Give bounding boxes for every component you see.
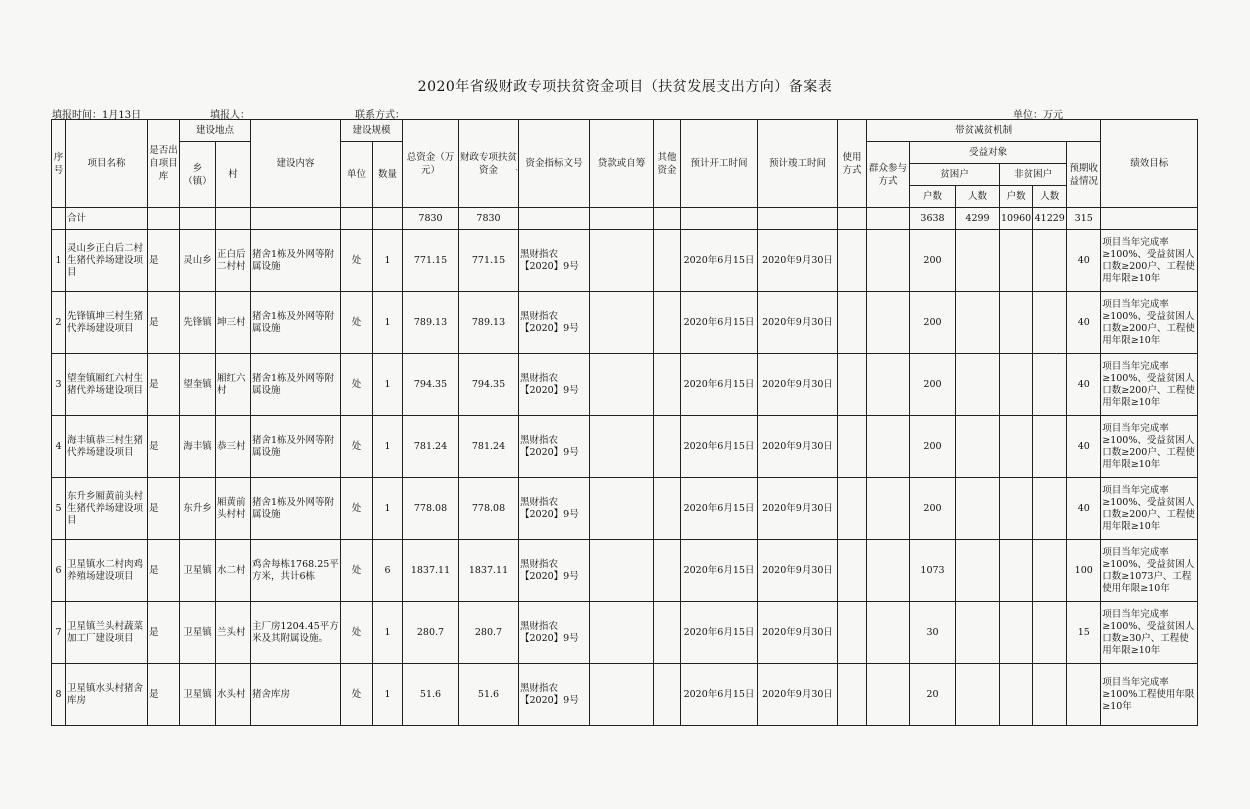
village: 厢黄前头村村 (216, 478, 251, 540)
header-mass: 群众参与方式 (867, 142, 910, 208)
header-fiscal: 财政专项扶贫资金 (459, 120, 519, 208)
seq-cell: 3 (52, 354, 66, 416)
usage (838, 230, 867, 292)
qty: 1 (373, 354, 403, 416)
project-name: 卫星镇水头村猪舍库房 (66, 664, 148, 726)
doc-no: 黑财指农【2020】9号 (519, 602, 590, 664)
performance-goal: 项目当年完成率≥100%、受益贫困人口数≥200户、工程使用年限≥10年 (1101, 416, 1198, 478)
performance-goal: 项目当年完成率≥100%工程使用年限≥10年 (1101, 664, 1198, 726)
in-lib: 是 (148, 416, 180, 478)
loan (590, 540, 654, 602)
township: 卫星镇 (180, 602, 216, 664)
start-date: 2020年6月15日 (681, 540, 758, 602)
doc-no: 黑财指农【2020】9号 (519, 230, 590, 292)
fiscal-amount: 781.24 (459, 416, 519, 478)
village: 正白后二村村 (216, 230, 251, 292)
seq-cell: 1 (52, 230, 66, 292)
unit: 处 (341, 292, 373, 354)
mass-participation (867, 416, 910, 478)
mass-participation (867, 292, 910, 354)
mass-participation (867, 664, 910, 726)
content: 猪舍1栋及外网等附属设施 (251, 354, 341, 416)
mass-participation (867, 602, 910, 664)
in-lib: 是 (148, 602, 180, 664)
loan (590, 354, 654, 416)
qty: 1 (373, 416, 403, 478)
start-date: 2020年6月15日 (681, 416, 758, 478)
end-date: 2020年9月30日 (758, 602, 838, 664)
table-row (52, 230, 1198, 292)
township: 东升乡 (180, 478, 216, 540)
header-township: 乡（镇） (180, 142, 216, 208)
qty: 1 (373, 292, 403, 354)
township: 灵山乡 (180, 230, 216, 292)
poor-people (956, 230, 1000, 292)
fiscal-amount: 771.15 (459, 230, 519, 292)
start-date: 2020年6月15日 (681, 230, 758, 292)
header-qty: 数量 (373, 142, 403, 208)
usage (838, 354, 867, 416)
village: 坤三村 (216, 292, 251, 354)
start-date: 2020年6月15日 (681, 602, 758, 664)
mass-participation (867, 478, 910, 540)
nonpoor-households (1000, 416, 1033, 478)
end-date: 2020年9月30日 (758, 354, 838, 416)
header-total: 总资金（万元） (403, 120, 459, 208)
performance-goal: 项目当年完成率≥100%、受益贫困人口数≥1073户、工程使用年限≥10年 (1101, 540, 1198, 602)
total-amount: 1837.11 (403, 540, 459, 602)
scan-mark: ˎ (1055, 344, 1059, 355)
header-usage: 使用方式 (838, 120, 867, 208)
nonpoor-households (1000, 664, 1033, 726)
other-funds (654, 416, 681, 478)
header-beneficiaries: 受益对象 (910, 142, 1067, 164)
qty: 1 (373, 664, 403, 726)
nonpoor-people (1033, 478, 1067, 540)
in-lib: 是 (148, 354, 180, 416)
total-amount: 794.35 (403, 354, 459, 416)
poor-households: 30 (910, 602, 956, 664)
header-scale: 建设规模 (341, 120, 403, 142)
total-amount: 771.15 (403, 230, 459, 292)
fiscal-amount: 778.08 (459, 478, 519, 540)
other-funds (654, 230, 681, 292)
nonpoor-people (1033, 540, 1067, 602)
content: 猪舍1栋及外网等附属设施 (251, 416, 341, 478)
expected-income: 100 (1067, 540, 1101, 602)
qty: 1 (373, 478, 403, 540)
header-nonpoor-people: 人数 (1033, 186, 1067, 208)
poor-people (956, 354, 1000, 416)
table-row (52, 540, 1198, 602)
total-poor-households: 3638 (910, 208, 956, 230)
usage (838, 292, 867, 354)
doc-no: 黑财指农【2020】9号 (519, 416, 590, 478)
township: 先锋镇 (180, 292, 216, 354)
poor-households: 200 (910, 292, 956, 354)
header-poor: 贫困户 (910, 164, 1000, 186)
total-amount: 7830 (403, 208, 459, 230)
end-date: 2020年9月30日 (758, 292, 838, 354)
in-lib: 是 (148, 292, 180, 354)
poor-households: 200 (910, 230, 956, 292)
end-date: 2020年9月30日 (758, 230, 838, 292)
seq-cell: 8 (52, 664, 66, 726)
village: 兰头村 (216, 602, 251, 664)
fiscal-amount: 794.35 (459, 354, 519, 416)
start-date: 2020年6月15日 (681, 478, 758, 540)
unit: 处 (341, 540, 373, 602)
nonpoor-households (1000, 230, 1033, 292)
township: 望奎镇 (180, 354, 216, 416)
total-amount: 51.6 (403, 664, 459, 726)
total-fiscal: 7830 (459, 208, 519, 230)
project-name: 东升乡厢黄前头村生猪代养场建设项目 (66, 478, 148, 540)
end-date: 2020年9月30日 (758, 478, 838, 540)
village: 恭三村 (216, 416, 251, 478)
performance-goal: 项目当年完成率≥100%、受益贫困人口数≥200户、工程使用年限≥10年 (1101, 230, 1198, 292)
poor-people (956, 478, 1000, 540)
total-expected: 315 (1067, 208, 1101, 230)
start-date: 2020年6月15日 (681, 664, 758, 726)
performance-goal: 项目当年完成率≥100%、受益贫困人口数≥30户、工程使用年限≥10年 (1101, 602, 1198, 664)
doc-no: 黑财指农【2020】9号 (519, 540, 590, 602)
end-date: 2020年9月30日 (758, 664, 838, 726)
performance-goal: 项目当年完成率≥100%、受益贫困人口数≥200户、工程使用年限≥10年 (1101, 354, 1198, 416)
unit-value: 万元 (1043, 110, 1063, 121)
header-poor-people: 人数 (956, 186, 1000, 208)
total-amount: 789.13 (403, 292, 459, 354)
loan (590, 602, 654, 664)
total-nonpoor-households: 10960 (1000, 208, 1033, 230)
content: 猪舍1栋及外网等附属设施 (251, 292, 341, 354)
header-start: 预计开工时间 (681, 120, 758, 208)
expected-income: 40 (1067, 230, 1101, 292)
fiscal-amount: 280.7 (459, 602, 519, 664)
expected-income (1067, 664, 1101, 726)
nonpoor-people (1033, 230, 1067, 292)
end-date: 2020年9月30日 (758, 416, 838, 478)
header-village: 村 (216, 142, 251, 208)
village: 厢红六村 (216, 354, 251, 416)
poor-people (956, 416, 1000, 478)
poor-people (956, 664, 1000, 726)
usage (838, 478, 867, 540)
poor-households: 20 (910, 664, 956, 726)
poor-households: 200 (910, 416, 956, 478)
expected-income: 40 (1067, 354, 1101, 416)
header-loan: 贷款或自筹 (590, 120, 654, 208)
content: 主厂房1204.45平方米及其附属设施。 (251, 602, 341, 664)
total-nonpoor-people: 41229 (1033, 208, 1067, 230)
start-date: 2020年6月15日 (681, 292, 758, 354)
nonpoor-people (1033, 354, 1067, 416)
content: 鸡舍每栋1768.25平方米，共计6栋 (251, 540, 341, 602)
table-row (52, 664, 1198, 726)
unit: 处 (341, 416, 373, 478)
content: 猪舍1栋及外网等附属设施 (251, 230, 341, 292)
poor-people (956, 602, 1000, 664)
nonpoor-people (1033, 664, 1067, 726)
nonpoor-households (1000, 602, 1033, 664)
seq-cell: 6 (52, 540, 66, 602)
nonpoor-people (1033, 416, 1067, 478)
seq-cell: 5 (52, 478, 66, 540)
header-nonpoor: 非贫困户 (1000, 164, 1067, 186)
nonpoor-people (1033, 292, 1067, 354)
header-poor-households: 户数 (910, 186, 956, 208)
date-value: 1月13日 (102, 110, 142, 121)
seq-cell: 2 (52, 292, 66, 354)
table-row (52, 354, 1198, 416)
loan (590, 292, 654, 354)
unit: 处 (341, 478, 373, 540)
header-name: 项目名称 (66, 120, 148, 208)
table-row (52, 602, 1198, 664)
other-funds (654, 292, 681, 354)
header-expected: 预期收益情况 (1067, 142, 1101, 208)
nonpoor-households (1000, 540, 1033, 602)
fiscal-amount: 789.13 (459, 292, 519, 354)
qty: 6 (373, 540, 403, 602)
header-in-lib: 是否出自项目库 (148, 120, 180, 208)
village: 水头村 (216, 664, 251, 726)
usage (838, 416, 867, 478)
performance-goal: 项目当年完成率≥100%、受益贫困人口数≥200户、工程使用年限≥10年 (1101, 478, 1198, 540)
header-content: 建设内容 (251, 120, 341, 208)
unit: 处 (341, 230, 373, 292)
table-row (52, 292, 1198, 354)
project-name: 海丰镇恭三村生猪代养场建设项目 (66, 416, 148, 478)
seq-cell: 7 (52, 602, 66, 664)
total-amount: 778.08 (403, 478, 459, 540)
doc-no: 黑财指农【2020】9号 (519, 354, 590, 416)
mass-participation (867, 230, 910, 292)
loan (590, 664, 654, 726)
doc-no: 黑财指农【2020】9号 (519, 478, 590, 540)
table-row (52, 478, 1198, 540)
other-funds (654, 540, 681, 602)
in-lib: 是 (148, 478, 180, 540)
doc-no: 黑财指农【2020】9号 (519, 664, 590, 726)
project-name: 灵山乡正白后二村生猪代养场建设项目 (66, 230, 148, 292)
doc-no: 黑财指农【2020】9号 (519, 292, 590, 354)
township: 卫星镇 (180, 540, 216, 602)
other-funds (654, 478, 681, 540)
expected-income: 15 (1067, 602, 1101, 664)
loan (590, 230, 654, 292)
total-amount: 781.24 (403, 416, 459, 478)
poor-people (956, 540, 1000, 602)
expected-income: 40 (1067, 292, 1101, 354)
record-table (51, 119, 1198, 726)
qty: 1 (373, 230, 403, 292)
header-unit: 单位 (341, 142, 373, 208)
project-name: 卫星镇兰头村蔬菜加工厂建设项目 (66, 602, 148, 664)
performance-goal: 项目当年完成率≥100%、受益贫困人口数≥200户、工程使用年限≥10年 (1101, 292, 1198, 354)
township: 海丰镇 (180, 416, 216, 478)
start-date: 2020年6月15日 (681, 354, 758, 416)
reporter-label: 填报人： (210, 110, 250, 121)
poor-people (956, 292, 1000, 354)
township: 卫星镇 (180, 664, 216, 726)
header-location: 建设地点 (180, 120, 251, 142)
fiscal-amount: 1837.11 (459, 540, 519, 602)
nonpoor-households (1000, 292, 1033, 354)
in-lib: 是 (148, 230, 180, 292)
date-label: 填报时间： (52, 110, 102, 121)
total-poor-people: 4299 (956, 208, 1000, 230)
other-funds (654, 602, 681, 664)
scan-mark: ˎ (515, 160, 519, 171)
project-name: 卫星镇水二村肉鸡养殖场建设项目 (66, 540, 148, 602)
project-name: 先锋镇坤三村生猪代养场建设项目 (66, 292, 148, 354)
total-row (52, 208, 1198, 230)
expected-income: 40 (1067, 416, 1101, 478)
table-row (52, 416, 1198, 478)
loan (590, 478, 654, 540)
contact-label: 联系方式： (355, 110, 405, 121)
unit: 处 (341, 664, 373, 726)
seq-cell: 4 (52, 416, 66, 478)
poor-households: 1073 (910, 540, 956, 602)
fiscal-amount: 51.6 (459, 664, 519, 726)
content: 猪舍1栋及外网等附属设施 (251, 478, 341, 540)
unit-label: 单位： (1013, 110, 1043, 121)
poor-households: 200 (910, 354, 956, 416)
usage (838, 602, 867, 664)
header-end: 预计竣工时间 (758, 120, 838, 208)
unit: 处 (341, 354, 373, 416)
nonpoor-households (1000, 354, 1033, 416)
expected-income: 40 (1067, 478, 1101, 540)
other-funds (654, 664, 681, 726)
total-amount: 280.7 (403, 602, 459, 664)
qty: 1 (373, 602, 403, 664)
usage (838, 540, 867, 602)
mass-participation (867, 354, 910, 416)
project-name: 望奎镇厢红六村生猪代养场建设项目 (66, 354, 148, 416)
nonpoor-people (1033, 602, 1067, 664)
nonpoor-households (1000, 478, 1033, 540)
header-seq: 序号 (52, 120, 66, 208)
loan (590, 416, 654, 478)
mass-participation (867, 540, 910, 602)
village: 水二村 (216, 540, 251, 602)
end-date: 2020年9月30日 (758, 540, 838, 602)
header-doc-no: 资金指标文号 (519, 120, 590, 208)
page-title: 2020年省级财政专项扶贫资金项目（扶贫发展支出方向）备案表 (417, 79, 833, 95)
in-lib: 是 (148, 540, 180, 602)
usage (838, 664, 867, 726)
in-lib: 是 (148, 664, 180, 726)
total-label: 合计 (66, 208, 148, 230)
header-nonpoor-households: 户数 (1000, 186, 1033, 208)
header-goal: 绩效目标 (1101, 120, 1198, 208)
content: 猪舍库房 (251, 664, 341, 726)
header-other: 其他资金 (654, 120, 681, 208)
poor-households: 200 (910, 478, 956, 540)
unit: 处 (341, 602, 373, 664)
other-funds (654, 354, 681, 416)
header-mechanism: 带贫减贫机制 (867, 120, 1101, 142)
